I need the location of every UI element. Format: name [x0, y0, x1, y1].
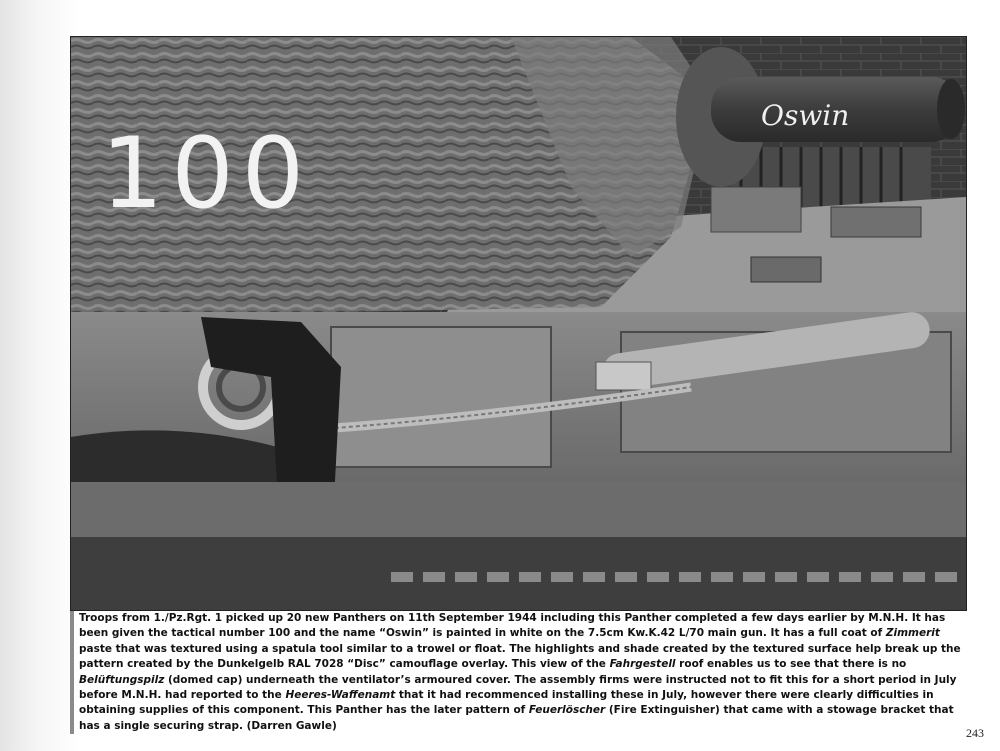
gun-barrel-name: Oswin: [761, 99, 850, 132]
page-number: 243: [966, 726, 984, 740]
caption-term-fahrgestell: Fahrgestell: [609, 658, 676, 671]
panther-tank-photo: [70, 36, 967, 611]
photo-caption: [70, 611, 962, 734]
caption-term-feuerloscher: Feuerlöscher: [528, 704, 606, 717]
caption-term-beluftungspilz: Belüftungspilz: [79, 673, 165, 686]
caption-term-heeres-waffenamt: Heeres-Waffenamt: [285, 689, 396, 702]
caption-term-zimmerit: Zimmerit: [885, 627, 940, 640]
caption-text: Troops from 1./Pz.Rgt. 1 picked up 20 new Panthers on 11th September 1944 including this Panther completed a few days earlier by M.N.H. It has been given the tactical number 100 and the name “Oswin” is painted in white on the 7.5cm Kw.K.42 L/70 main gun. It has a full coat of Zimmerit paste that was textured using a spatula tool similar to a trowel or float. The highlights and shade created by the textured surface help break up the pattern created by the Dunkelgelb RAL 7028 “Disc” camouflage overlay. This view of the Fahrgestell roof enables us to see that there is no Belüftungspilz (domed cap) underneath the ventilator’s armoured cover. The assembly firms were instructed not to fit this for a short period in July before M.N.H. had reported to the Heeres-Waffenamt that it had recommenced installing these in July, however there were clearly difficulties in obtaining supplies of this component. This Panther has the later pattern of Feuerlöscher (Fire Extinguisher) that came with a stowage bracket that has a single securing strap. (Darren Gawle): [79, 612, 961, 732]
turret-tactical-number: 100: [101, 117, 313, 231]
